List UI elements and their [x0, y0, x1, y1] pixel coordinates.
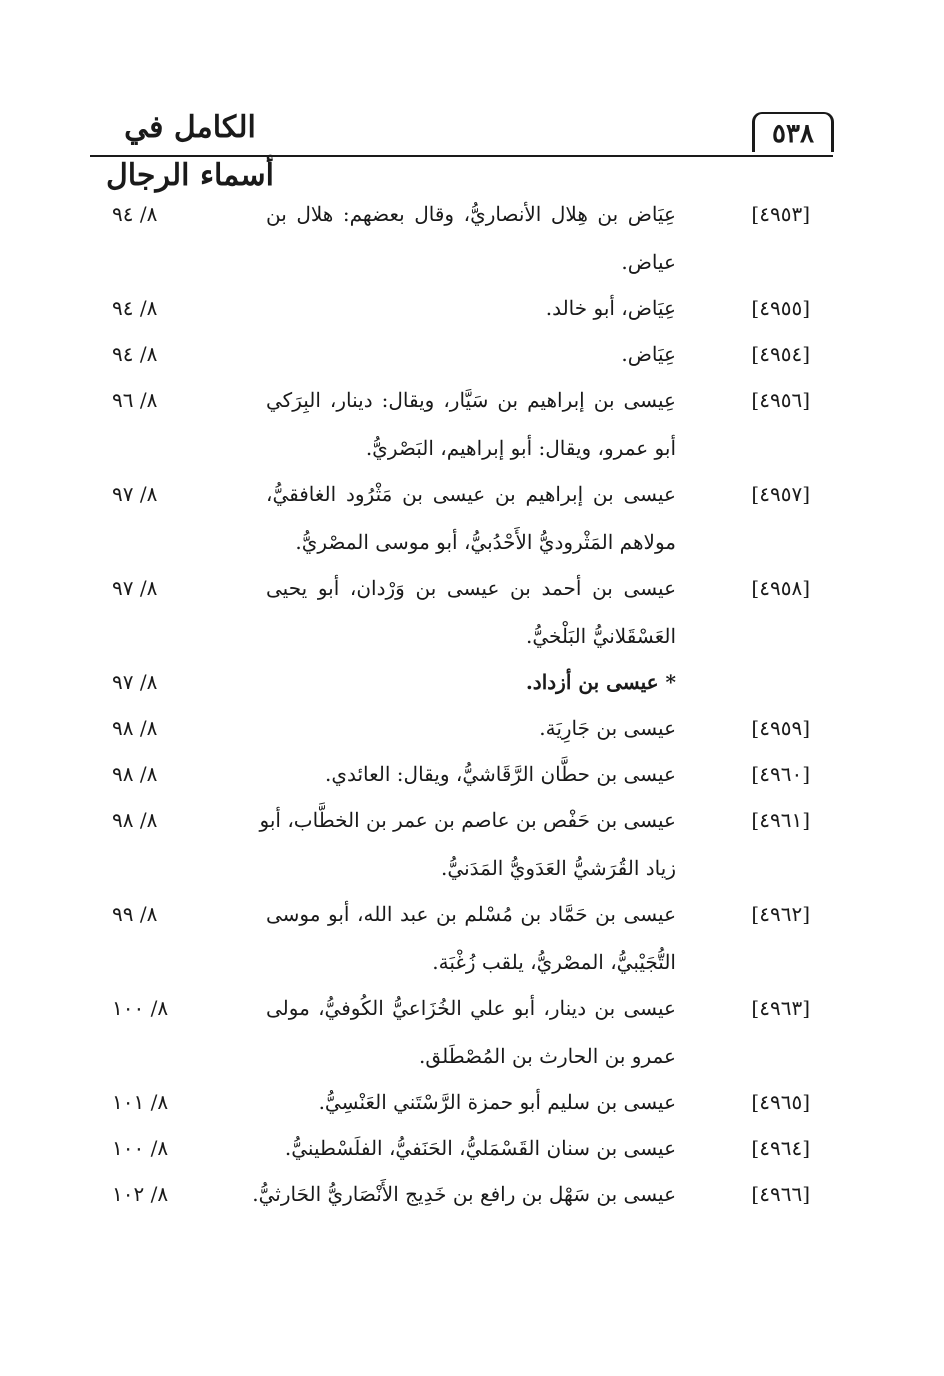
entry-number: [٤٩٥٣] — [751, 202, 810, 226]
entry-reference: ٨/ ١٠٠ — [112, 996, 169, 1020]
entry-text-line: عيسى بن سَهْل بن رافع بن خَدِيج الأَنْصَاريُّ الحَارثيُّ. — [252, 1182, 676, 1206]
entry-text-line: عيسى بن أحمد بن عيسى بن وَرْدان، أبو يحيى — [266, 576, 676, 600]
entry-text-line: مولاهم المَثْروديُّ الأَحْدُبيُّ، أبو موسى المصْريُّ. — [295, 530, 676, 554]
entry-number: [٤٩٥٩] — [751, 716, 810, 740]
entry-number: [٤٩٦٦] — [751, 1182, 810, 1206]
entry-text-line: عِيَاض بن هِلال الأنصاريُّ، وقال بعضهم: هلال بن — [266, 202, 676, 226]
entry-text-line: عِيسى بن إبراهيم بن سَيَّار، ويقال: دينار، البِرَكي — [266, 388, 676, 412]
page-number: ٥٣٨ — [752, 112, 834, 152]
entry-number: [٤٩٥٤] — [751, 342, 810, 366]
entry-text-line: عيسى بن جَارِيَة. — [539, 716, 676, 740]
entry-text-line: زياد القُرَشيُّ العَدَويُّ المَدَنيُّ. — [441, 856, 676, 880]
entry-reference: ٨/ ٩٨ — [112, 716, 158, 740]
entry-number: [٤٩٦٤] — [751, 1136, 810, 1160]
entry-text-line: * عيسى بن أزداد. — [525, 670, 676, 694]
entry-reference: ٨/ ١٠٠ — [112, 1136, 169, 1160]
entry-reference: ٨/ ٩٤ — [112, 202, 158, 226]
entry-reference: ٨/ ١٠١ — [112, 1090, 169, 1114]
entry-reference: ٨/ ٩٩ — [112, 902, 158, 926]
entry-text-line: عيسى بن سنان القَسْمَليُّ، الحَنَفيُّ، الفلَسْطينيُّ. — [284, 1136, 676, 1160]
entry-reference: ٨/ ٩٨ — [112, 762, 158, 786]
book-title: الكامل في أسماء الرجال — [105, 110, 275, 193]
entry-number: [٤٩٥٨] — [751, 576, 810, 600]
entry-reference: ٨/ ٩٧ — [112, 482, 158, 506]
entry-reference: ٨/ ٩٤ — [112, 296, 158, 320]
entry-number: [٤٩٦١] — [751, 808, 810, 832]
entry-text-line: عياض. — [621, 250, 676, 274]
entry-reference: ٨/ ٩٨ — [112, 808, 158, 832]
entry-number: [٤٩٦٢] — [751, 902, 810, 926]
entry-number: [٤٩٥٥] — [751, 296, 810, 320]
entry-reference: ٨/ ٩٦ — [112, 388, 158, 412]
entry-text-line: عيسى بن سليم أبو حمزة الرَّسْتَني العَنْسِيُّ. — [318, 1090, 676, 1114]
entry-text-line: عِيَاض، أبو خالد. — [545, 296, 676, 320]
entry-number: [٤٩٥٦] — [751, 388, 810, 412]
entry-number: [٤٩٦٠] — [751, 762, 810, 786]
entry-text-line: عمرو بن الحارث بن المُصْطَلق. — [419, 1044, 676, 1068]
entry-text-line: عيسى بن حَفْص بن عاصم بن عمر بن الخطَّاب، أبو — [259, 808, 676, 832]
entry-reference: ٨/ ٩٧ — [112, 670, 158, 694]
entry-reference: ٨/ ١٠٢ — [112, 1182, 169, 1206]
entry-text-line: عيسى بن حطَّان الرَّقَاشيُّ، ويقال: العائدي. — [324, 762, 676, 786]
entry-reference: ٨/ ٩٧ — [112, 576, 158, 600]
entry-text-line: عيسى بن إبراهيم بن عيسى بن مَثْرُود الغافقيُّ، — [266, 482, 676, 506]
entry-text-line: أبو عمرو، ويقال: أبو إبراهيم، البَصْريُّ. — [365, 436, 676, 460]
entry-text-line: عيسى بن حَمَّاد بن مُسْلم بن عبد الله، أبو موسى — [266, 902, 676, 926]
entry-text-line: عيسى بن دينار، أبو علي الخُزَاعيُّ الكُوفيُّ، مولى — [266, 996, 676, 1020]
entry-number: [٤٩٦٥] — [751, 1090, 810, 1114]
entry-number: [٤٩٥٧] — [751, 482, 810, 506]
entry-text-line: التُّجَيْبيُّ، المصْريُّ، يلقب زُغْبَة. — [432, 950, 676, 974]
entry-text-line: عِيَاض. — [621, 342, 676, 366]
entry-text-line: العَسْقَلانيُّ البَلْخيُّ. — [525, 624, 676, 648]
entry-number: [٤٩٦٣] — [751, 996, 810, 1020]
entry-reference: ٨/ ٩٤ — [112, 342, 158, 366]
